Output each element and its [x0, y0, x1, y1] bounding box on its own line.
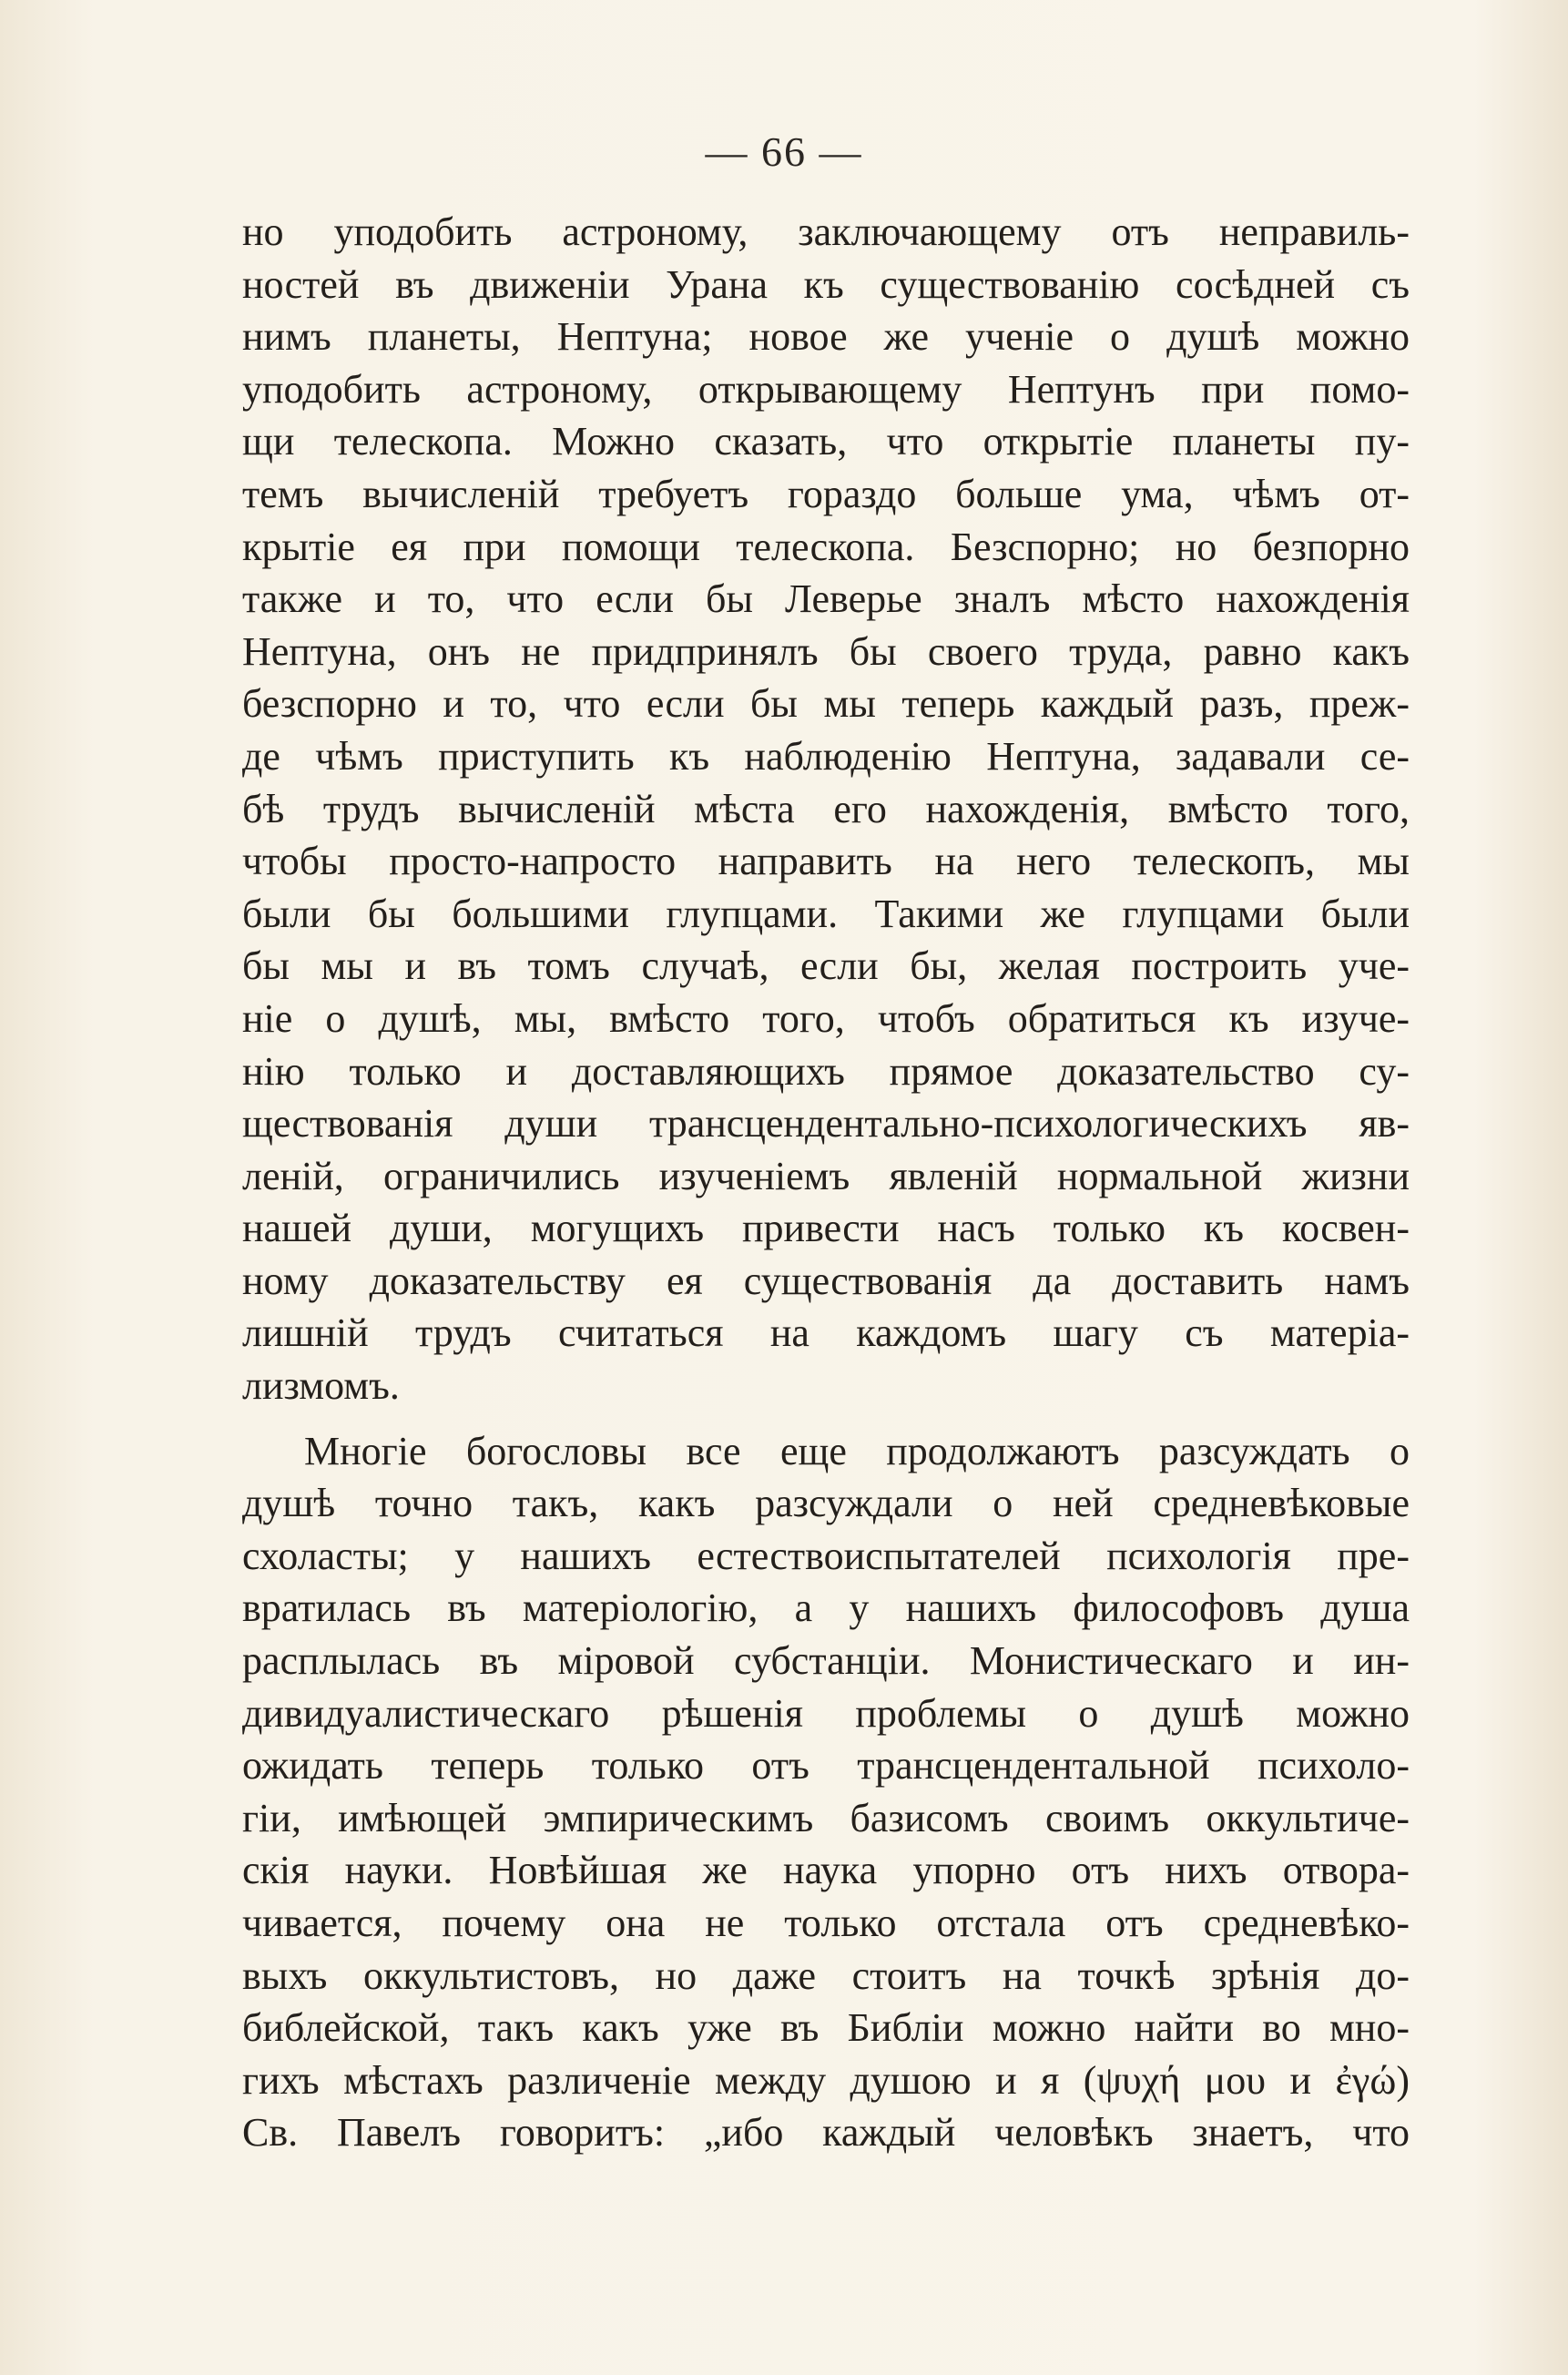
text-line: Нептуна, онъ не придпринялъ бы своего труда, равно какъ	[242, 628, 1410, 674]
text-line: щи телескопа. Можно сказать, что открытiе планеты пу-	[242, 419, 1410, 464]
text-line: нимъ планеты, Нептуна; новое же ученiе о душѣ можно	[242, 314, 1410, 360]
text-line: гiи, имѣющей эмпирическимъ базисомъ своимъ оккультиче-	[242, 1795, 1410, 1840]
text-line: Многiе богословы все еще продолжаютъ разсуждать о	[304, 1428, 1410, 1473]
text-line: схоласты; у нашихъ естествоиспытателей психологiя пре-	[242, 1533, 1410, 1578]
text-line: ностей въ движенiи Урана къ существованiю сосѣдней съ	[242, 261, 1410, 307]
text-line: душѣ точно такъ, какъ разсуждали о ней средневѣковые	[242, 1481, 1410, 1526]
text-line: выхъ оккультистовъ, но даже стоитъ на точкѣ зрѣнiя до-	[242, 1952, 1410, 1998]
text-line: ожидать теперь только отъ трансцендентальной психоло-	[242, 1743, 1410, 1789]
text-line: скiя науки. Новѣйшая же наука упорно отъ нихъ отвора-	[242, 1848, 1410, 1893]
text-line: нашей души, могущихъ привести насъ только къ косвен-	[242, 1206, 1410, 1251]
paragraph-gap	[242, 1412, 1410, 1425]
text-line: уподобить астроному, открывающему Нептунъ при помо-	[242, 366, 1410, 412]
text-line: чивается, почему она не только отстала отъ средневѣко-	[242, 1901, 1410, 1945]
text-line: бѣ трудъ вычисленiй мѣста его нахожденiя, вмѣсто того,	[242, 786, 1410, 831]
text-line: ществованiя души трансцендентально-психологическихъ яв-	[242, 1101, 1410, 1147]
text-line: были бы большими глупцами. Такими же глупцами были	[242, 891, 1410, 936]
text-line: дивидуалистическаго рѣшенiя проблемы о душѣ можно	[242, 1690, 1410, 1736]
text-line: Св. Павелъ говоритъ: „ибо каждый человѣкъ знаетъ, что	[242, 2110, 1410, 2156]
text-line: также и то, что если бы Леверье зналъ мѣсто нахожденiя	[242, 576, 1410, 622]
text-line: нiе о душѣ, мы, вмѣсто того, чтобъ обратиться къ изуче-	[242, 995, 1410, 1041]
paragraph-1	[242, 206, 1410, 1412]
text-line: крытiе ея при помощи телескопа. Безспорно; но безпорно	[242, 524, 1410, 569]
text-line: безспорно и то, что если бы мы теперь каждый разъ, преж-	[242, 681, 1410, 727]
paragraph-2	[242, 1425, 1410, 2159]
text-line: ленiй, ограничились изученiемъ явленiй нормальной жизни	[242, 1153, 1410, 1198]
text-line: ному доказательству ея существованiя да доставить намъ	[242, 1258, 1410, 1303]
text-line: чтобы просто-напросто направить на него телескопъ, мы	[242, 839, 1410, 884]
text-line: нiю только и доставляющихъ прямое доказательство су-	[242, 1048, 1410, 1094]
text-line: лизмомъ.	[242, 1363, 400, 1409]
text-line: лишнiй трудъ считаться на каждомъ шагу съ матерiа-	[242, 1310, 1410, 1356]
text-line: расплылась въ мiровой субстанцiи. Монистическаго и ин-	[242, 1638, 1410, 1684]
text-line: но уподобить астроному, заключающему отъ неправиль-	[242, 209, 1410, 254]
page-number: — 66 —	[705, 128, 863, 175]
text-line: де чѣмъ приступить къ наблюденiю Нептуна, задавали се-	[242, 733, 1410, 779]
text-line: бы мы и въ томъ случаѣ, если бы, желая построить уче-	[242, 943, 1410, 989]
text-line: библейской, такъ какъ уже въ Библiи можно найти во мно-	[242, 2005, 1410, 2051]
text-line: вратилась въ матерiологiю, а у нашихъ философовъ душа	[242, 1585, 1410, 1631]
text-line: гихъ мѣстахъ различенiе между душою и я (ψυχή μου и ἐγώ)	[242, 2057, 1410, 2103]
body-text	[242, 206, 1410, 2159]
text-line: темъ вычисленiй требуетъ гораздо больше ума, чѣмъ от-	[242, 471, 1410, 516]
